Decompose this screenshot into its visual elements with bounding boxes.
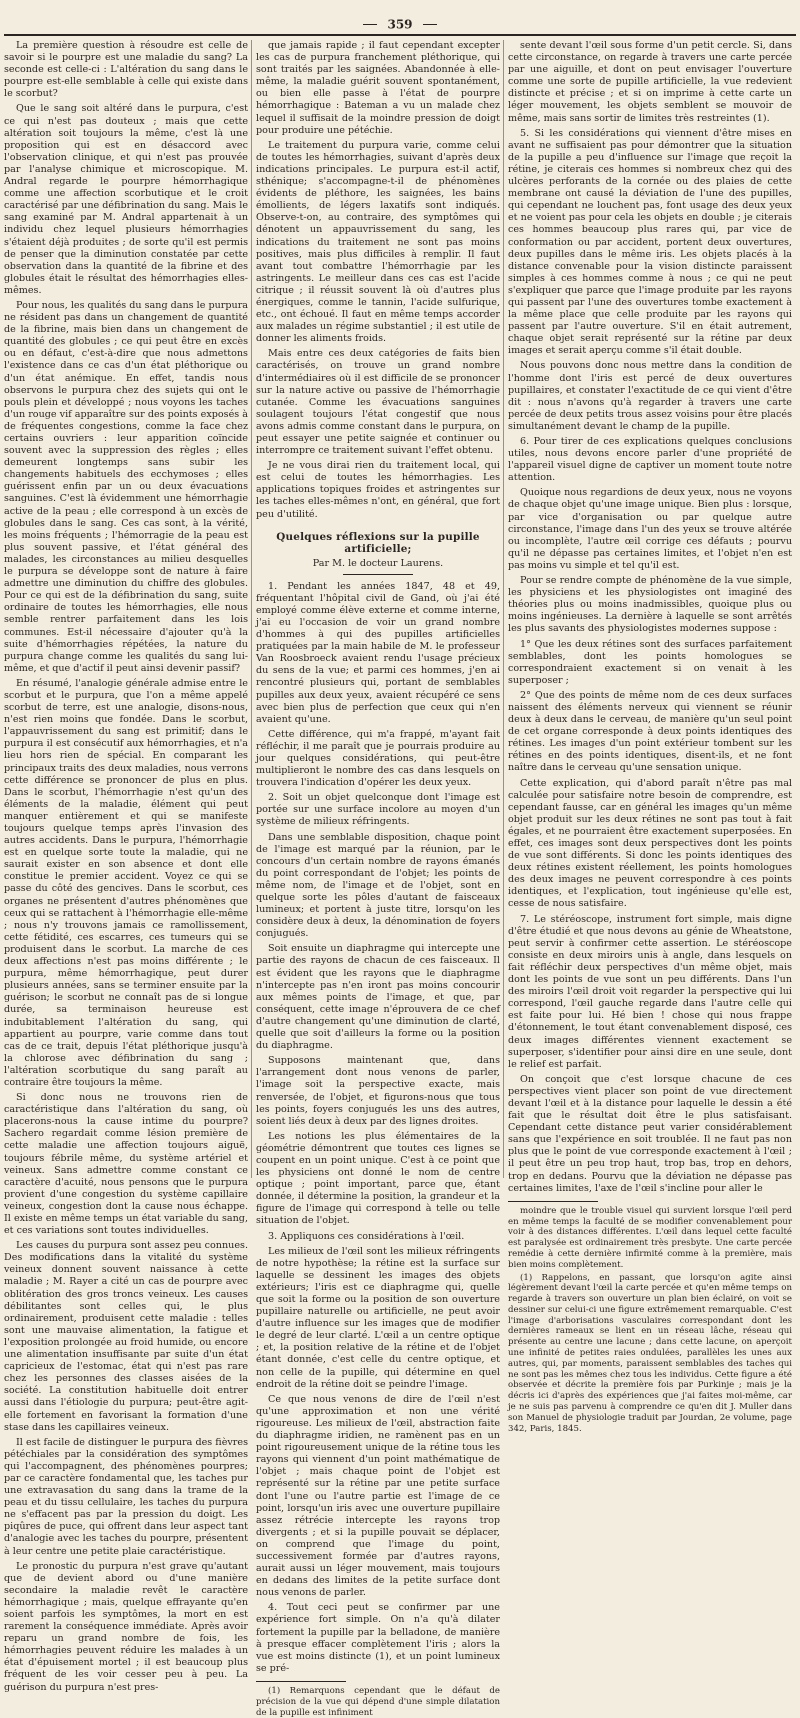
header-dash-left	[363, 24, 377, 25]
article-author: Par M. le docteur Laurens.	[312, 557, 444, 569]
paragraph: Je ne vous dirai rien du traitement local, qui est celui de toutes les hémorrhagies. Les applications topiques froides et astringentes sur les taches elles-mêmes n'ont, en général, que fort peu d'utilité.	[256, 460, 500, 520]
column-1	[4, 40, 248, 1693]
footnote: moindre que le trouble visuel qui survient lorsque l'œil perd en même temps la faculté de se modifier convenablement pour voir à des distances différentes. L'œil dans lequel cette faculté est paralysée est ordinairement très presbyte. Une carte percée remédie à cette dernière infirmité comme à la première, mais bien moins complètement.	[508, 1205, 792, 1270]
paragraph: Les causes du purpura sont assez peu connues. Des modifications dans la vitalité du système veineux donnent souvent naissance à cette maladie ; M. Rayer a cité un cas de pourpre avec oblitération des gros troncs veineux. Les causes débilitantes sont celles qui, le plus ordinairement, produisent cette maladie : telles sont une mauvaise alimentation, la fatigue et l'exposition prolongée au froid humide, ou encore une alimentation insuffisante par suite d'un état capricieux de l'estomac, état qui n'est pas rare chez les personnes des classes aisées de la société. La constitution habituelle doit entrer aussi dans l'étiologie du purpura; peut-être agit-elle fortement en favorisant la formation d'une stase dans les capillaires veineux.	[4, 1240, 248, 1433]
paragraph: Si donc nous ne trouvons rien de caractéristique dans l'altération du sang, où placerons-nous la cause intime du pourpre? Sachero regardait comme lésion première de cette maladie une affection toujours aiguë, toujours fébrile même, du système artériel et veineux. Sans admettre comme constant ce caractère d'acuité, nous pensons que le purpura provient d'une congestion du système capillaire veineux, congestion dont la cause nous échappe. Il existe en même temps un état variable du sang, et ces variations sont toutes individuelles.	[4, 1092, 248, 1237]
paragraph: Cette différence, qui m'a frappé, m'ayant fait réfléchir, il me paraît que je pourrais produire au jour quelques considérations, qui peut-être multiplieront le nombre des cas dans lesquels on trouvera l'indication d'opérer les deux yeux.	[256, 728, 500, 789]
paragraph: 1. Pendant les années 1847, 48 et 49, fréquentant l'hôpital civil de Gand, où j'ai été employé comme élève externe et comme interne, j'ai eu l'occasion de voir un grand nombre d'hommes à qui des pupilles artificielles pratiquées par la main habile de M. le professeur Van Roosbroeck avaient rendu l'usage précieux du sens de la vue; et parmi ces hommes, j'en ai rencontré plusieurs qui, portant de semblables pupilles aux deux yeux, avaient récupéré ce sens avec bien plus de perfection que ceux qui n'en avaient qu'une.	[256, 580, 500, 725]
paragraph: On conçoit que c'est lorsque chacune de ces perspectives vient placer son point de vue directement devant l'œil et à la distance pour laquelle le dessin a été fait que le résultat doit être le plus satisfaisant. Cependant cette distance peut varier considérablement sans que l'expérience en soit troublée. Il ne faut pas non plus que le point de vue corresponde exactement à l'œil ; il peut être un peu trop haut, trop bas, trop en dehors, trop en dedans. Pourvu que la déviation ne dépasse pas certaines limites, l'axe de l'œil s'incline pour aller le	[508, 1073, 792, 1194]
paragraph: Le traitement du purpura varie, comme celui de toutes les hémorrhagies, suivant d'après deux indications principales. Le purpura est-il actif, sthénique; s'accompagne-t-il de phénomènes évidents de pléthore, les saignées, les bains émollients, de légers laxatifs sont indiqués. Observe-t-on, au contraire, des symptômes qui dénotent un appauvrissement du sang, les indications du traitement ne sont pas moins positives, mais plus difficiles à remplir. Il faut avant tout combattre l'hémorrhagie par les astringents. Le meilleur dans ces cas est l'acide citrique ; il réussit souvent là où d'autres plus énergiques, comme le tannin, l'acide sulfurique, etc., ont échoué. Il faut en même temps accorder aux malades un régime substantiel ; il est utile de donner les aliments froids.	[256, 139, 500, 345]
paragraph: sente devant l'œil sous forme d'un petit cercle. Si, dans cette circonstance, on regarde à travers une carte percée par une aiguille, et dont on peut envisager l'ouverture comme une sorte de pupille artificielle, la vue redevient distincte et précise ; et si on imprime à cette carte un léger mouvement, les objets semblent se mouvoir de même, mais sans sortir de limites très restreintes (1).	[508, 40, 792, 124]
footnote: (1) Remarquons cependant que le défaut de précision de la vue qui dépend d'une simple dilatation de la pupille est infiniment	[256, 1685, 500, 1718]
paragraph: Cette explication, qui d'abord paraît n'être pas mal calculée pour satisfaire notre besoin de comprendre, est cependant fausse, car en général les images qu'un même objet produit sur les deux rétines ne sont pas tout à fait égales, et ne pourraient être exactement superposées. En effet, ces images sont deux perspectives dont les points de vue sont différents. Si donc les points identiques des deux rétines existent réellement, les points homologues des deux images ne peuvent correspondre à ces points identiques, et l'explication, tout ingénieuse qu'elle est, cesse de nous satisfaire.	[508, 777, 792, 910]
paragraph: 3. Appliquons ces considérations à l'œil.	[268, 1230, 465, 1242]
paragraph: 2. Soit un objet quelconque dont l'image est portée sur une surface incolore au moyen d'un système de milieux réfringents.	[256, 792, 500, 828]
paragraph: que jamais rapide ; il faut cependant excepter les cas de purpura franchement pléthorique, qui sont traités par les saignées. Abandonnée à elle-même, la maladie guérit souvent spontanément, ou bien elle passe à l'état de pourpre hémorrhagique : Bateman a vu un malade chez lequel il suffisait de la moindre pression de doigt pour produire une pétéchie.	[256, 40, 500, 136]
paragraph: 5. Si les considérations qui viennent d'être mises en avant ne suffisaient pas pour démontrer que la situation de la pupille a peu d'influence sur l'image que reçoit la rétine, je citerais ces hommes si nombreux chez qui des ulcères perforants de la cornée ou des plaies de cette membrane ont causé la déviation de l'une des pupilles, qui cependant ne louchent pas, font usage des deux yeux et ne voient pas pour cela les objets en double ; je citerais ces hommes beaucoup plus rares qui, par vice de conformation ou par accident, portent deux ouvertures, deux pupilles dans le même iris. Les objets placés à la distance convenable pour la vision distincte paraissent simples à ces hommes comme à nous ; ce qui ne peut s'expliquer que parce que l'image produite par les rayons qui passent par l'une des ouvertures tombe exactement à la même place que celle produite par les rayons qui passent par l'autre ouverture. S'il en était autrement, chaque objet serait représenté sur la rétine par deux images et serait aperçu comme s'il était double.	[508, 127, 792, 357]
footnote-rule	[508, 1201, 598, 1202]
title-separator	[343, 574, 413, 575]
article-title: Quelques réflexions sur la pupille artificielle;	[276, 530, 480, 555]
page-header	[0, 14, 800, 30]
paragraph: Pour nous, les qualités du sang dans le purpura ne résident pas dans un changement de quantité de la fibrine, mais bien dans un changement de quantité des globules ; ce qui peut être en excès ou en défaut, c'est-à-dire que nous admettons l'existence dans ce cas d'un état pléthorique ou d'un état anémique. En effet, tandis nous observons le purpura chez des sujets qui ont le pouls plein et développé ; nous voyons les taches d'un rouge vif apparaître sur des points exposés à de fréquentes congestions, comme la face chez certains ouvriers : leur apparition coïncide souvent avec la suppression des règles ; elles demeurent longtemps sans subir les changements habituels des ecchymoses ; elles guérissent enfin par un ou deux évacuations sanguines. C'est là évidemment une hémorrhagie active de la peau ; elle correspond à un excès de globules dans le sang. Ces cas sont, à la vérité, les moins fréquents ; l'hémorragie de la peau est plus souvent passive, et l'état général des malades, les circonstances au milieu desquelles le purpura se développe sont de nature à faire admettre une diminution du chiffre des globules. Pour ce qui est de la défibrination du sang, suite ordinaire de toutes les hémorrhagies, elle nous semble rentrer parfaitement dans les lois communes. Est-il nécessaire d'ajouter qu'à la suite d'hémorrhagies répétées, la nature du purpura change comme les qualités du sang lui-même, et que d'actif il peut ainsi devenir passif?	[4, 299, 248, 674]
header-dash-right	[423, 24, 437, 25]
paragraph: 4. Tout ceci peut se confirmer par une expérience fort simple. On n'a qu'à dilater fortement la pupille par la belladone, de manière à presque effacer complètement l'iris ; alors la vue est moins distincte (1), et un point lumineux se pré-	[256, 1602, 500, 1674]
paragraph: Il est facile de distinguer le purpura des fièvres pétéchiales par la considération des symptômes qui l'accompagnent, des phénomènes pourpres; par ce caractère fondamental que, les taches pur une extravasation du sang dans la trame de la peau et du tissu cellulaire, les taches du purpura ne s'effacent pas par la pression du doigt. Les piqûres de puce, qui offrent dans leur aspect tant d'analogie avec les taches du pourpre, présentent à leur centre une petite plaie caractéristique.	[4, 1436, 248, 1557]
page-number: 359	[387, 17, 413, 32]
paragraph: Pour se rendre compte de phénomène de la vue simple, les physiciens et les physiologistes ont imaginé des théories plus ou moins inadmissibles, quoique plus ou moins ingénieuses. La dernière à laquelle se sont arrêtés les plus savants des physiologistes modernes suppose :	[508, 575, 792, 635]
column-3	[508, 40, 792, 1434]
paragraph: Les notions les plus élémentaires de la géométrie démontrent que toutes ces lignes se coupent en un point unique. C'est à ce point que les physiciens ont donné le nom de centre optique ; point important, parce que, étant donnée, il détermine la position, la grandeur et la figure de l'image qui correspond à telle ou telle situation de l'objet.	[256, 1130, 500, 1227]
column-2	[256, 40, 500, 1718]
paragraph: Le pronostic du purpura n'est grave qu'autant que de devient abord ou d'une manière secondaire la maladie revêt le caractère hémorrhagique ; mais, quelque effrayante qu'en soient parfois les symptômes, la mort en est rarement la conséquence immédiate. Après avoir reparu un grand nombre de fois, les hémorrhagies peuvent réduire les malades à un état d'épuisement mortel ; il est beaucoup plus fréquent de les voir cesser peu à peu. La guérison du purpura n'est pres-	[4, 1560, 248, 1693]
paragraph: En résumé, l'analogie générale admise entre le scorbut et le purpura, que l'on a même appelé scorbut de terre, est une analogie, disons-nous, n'est rien moins que fondée. Dans le scorbut, l'appauvrissement du sang est primitif; dans le purpura il est consécutif aux hémorrhagies, et n'a lieu hors rien de spécial. En comparant les principaux traits des deux maladies, nous verrons cette différence se prononcer de plus en plus. Dans le scorbut, l'hémorrhagie n'est qu'un des éléments de la maladie, élément qui peut manquer entièrement et qui se manifeste toujours quelque temps après l'invasion des autres accidents. Dans le purpura, l'hémorrhagie est en quelque sorte toute la maladie, qui ne saurait exister en son absence et dont elle constitue le premier accident. Voyez ce qui se passe du côté des gencives. Dans le scorbut, ces organes ne présentent d'autres phénomènes que ceux qui se rattachent à l'hémorrhagie elle-même ; nous n'y trouvons jamais ce ramollissement, cette fétidité, ces escarres, ces tumeurs qui se produisent dans le scorbut. La marche de ces deux affections n'est pas moins différente ; le purpura, même hémorrhagique, peut durer plusieurs années, sans se terminer ensuite par la guérison; le scorbut ne connaît pas de si longue durée, sa terminaison heureuse est indubitablement l'altération du sang, qui appartient au pourpre, varie comme dans tout cas de ce trait, depuis l'état pléthorique jusqu'à la chlorose avec défibrination du sang ; l'altération scorbutique du sang paraît au contraire être toujours la même.	[4, 677, 248, 1088]
paragraph: 6. Pour tirer de ces explications quelques conclusions utiles, nous devons encore parler d'une propriété de l'appareil visuel digne de captiver un moment toute notre attention.	[508, 436, 792, 484]
paragraph: 1° Que les deux rétines sont des surfaces parfaitement semblables, dont les points homologues se correspondraient exactement si on venait à les superposer ;	[508, 638, 792, 686]
footnote: (1) Rappelons, en passant, que lorsqu'on agite ainsi légèrement devant l'œil la carte percée et qu'en même temps on regarde à travers son ouverture un plan bien éclairé, on voit se dessiner sur celui-ci une figure extrêmement remarquable. C'est l'image d'arborisations vasculaires correspondant dont les dernières rameaux se lient en un réseau lâche, réseau qui présente au centre une lacune ; dans cette lacune, on aperçoit une infinité de petites raies ondulées, parallèles les unes aux autres, qui, par moments, paraissent semblables des taches qui ne sont pas les mêmes chez tous les individus. Cette figure a été observée et décrite la première fois par Purkinje ; mais je la décris ici d'après des expériences que j'ai faites moi-même, car je ne suis pas parvenu à comprendre ce qu'en dit J. Muller dans son Manuel de physiologie traduit par Jourdan, 2e volume, page 342, Paris, 1845.	[508, 1272, 792, 1434]
paragraph: 7. Le stéréoscope, instrument fort simple, mais digne d'être étudié et que nous devons au génie de Wheatstone, peut servir à confirmer cette assertion. Le stéréoscope consiste en deux miroirs unis à angle, dans lesquels on fait réfléchir deux perspectives d'un même objet, mais dont les points de vue sont un peu différents. Dans l'un des miroirs l'œil droit voit regarder la perspective qui lui correspond, l'œil gauche regarde dans l'autre celle qui est faite pour lui. Hé bien ! chose qui nous frappe d'étonnement, le tout étant convenablement disposé, ces deux images différentes viennent exactement se superposer, s'identifier pour ainsi dire en une seule, dont le relief est parfait.	[508, 913, 792, 1070]
paragraph: Nous pouvons donc nous mettre dans la condition de l'homme dont l'iris est percé de deux ouvertures pupillaires, et constater l'exactitude de ce qui vient d'être dit : nous n'avons qu'à regarder à travers une carte percée de deux petits trous assez voisins pour être placés simultanément devant le champ de la pupille.	[508, 360, 792, 432]
paragraph: Que le sang soit altéré dans le purpura, c'est ce qui n'est pas douteux ; mais que cette altération soit toujours la même, c'est là une proposition qui est en désaccord avec l'observation clinique, et qui n'est pas prouvée par l'analyse chimique et microscopique. M. Andral regarde le pourpre hémorrhagique comme une affection scorbutique et le croit caractérisé par une défibrination du sang. Mais le sang examiné par M. Andral appartenait à un individu chez lequel plusieurs hémorrhagies s'étaient déjà produites ; de sorte qu'il est permis de penser que la diminution constatée par cette observation dans la quantité de la fibrine et des globules était le résultat des hémorrhagies elles-mêmes.	[4, 103, 248, 296]
paragraph: Quoique nous regardions de deux yeux, nous ne voyons de chaque objet qu'une image unique. Bien plus : lorsque, par vice d'organisation ou par quelque autre circonstance, l'image dans l'un des yeux se trouve altérée ou incomplète, l'autre œil corrige ces défauts ; pourvu qu'il ne dépasse pas certaines limites, et l'objet n'en est pas moins vu simple et tel qu'il est.	[508, 487, 792, 571]
footnote-rule	[256, 1681, 346, 1682]
header-rule	[4, 34, 796, 36]
paragraph: La première question à résoudre est celle de savoir si le pourpre est une maladie du sang? La seconde est celle-ci : L'altération du sang dans le pourpre est-elle semblable à celle qui existe dans le scorbut?	[4, 40, 248, 100]
paragraph: 2° Que des points de même nom de ces deux surfaces naissent des éléments nerveux qui viennent se réunir deux à deux dans le cerveau, de manière qu'un seul point de cet organe corresponde à deux points identiques des rétines. Les images d'un point extérieur tombent sur les rétines en des points identiques, disent-ils, et ne font naître dans le cerveau qu'une sensation unique.	[508, 689, 792, 774]
paragraph: Dans une semblable disposition, chaque point de l'image est marqué par la réunion, par le concours d'un certain nombre de rayons émanés du point correspondant de l'objet; les points de même nom, de l'image et de l'objet, sont en quelque sorte les pôles d'autant de faisceaux lumineux; et portent à juste titre, lorsqu'on les considère deux à deux, la dénomination de foyers conjugués.	[256, 831, 500, 940]
paragraph: Ce que nous venons de dire de l'œil n'est qu'une approximation et non une vérité rigoureuse. Les milieux de l'œil, abstraction faite du diaphragme iridien, ne ramènent pas en un point rigoureusement unique de la rétine tous les rayons qui viennent d'un point mathématique de l'objet ; mais chaque point de l'objet est représenté sur la rétine par une petite surface dont l'une ou l'autre partie est l'image de ce point, lorsqu'un iris avec une ouverture pupillaire assez rétrécie intercepte les rayons trop divergents ; et si la pupille pouvait se déplacer, on comprend que l'image du point, successivement formée par d'autres rayons, aurait aussi un léger mouvement, mais toujours en dedans des limites de la petite surface dont nous venons de parler.	[256, 1393, 500, 1599]
paragraph: Les milieux de l'œil sont les milieux réfringents de notre hypothèse; la rétine est la surface sur laquelle se dessinent les images des objets extérieurs; l'iris est ce diaphragme qui, quelle que soit la forme ou la position de son ouverture pupillaire naturelle ou artificielle, ne peut avoir d'autre influence sur les images que de modifier le degré de leur clarté. L'œil a un centre optique ; et, la position relative de la rétine et de l'objet étant donnée, c'est celle du centre optique, et non celle de la pupille, qui détermine en quel endroit de la rétine doit se peindre l'image.	[256, 1245, 500, 1390]
column-divider	[503, 40, 504, 1178]
paragraph: Mais entre ces deux catégories de faits bien caractérisés, on trouve un grand nombre d'intermédiaires où il est difficile de se prononcer sur la nature active ou passive de l'hémorrhagie cutanée. Comme les évacuations sanguines soulagent toujours l'état congestif que nous avons admis comme constant dans le purpura, on peut essayer une petite saignée et continuer ou interrompre ce traitement suivant l'effet obtenu.	[256, 348, 500, 457]
column-divider	[251, 40, 252, 1178]
paragraph: Supposons maintenant que, dans l'arrangement dont nous venons de parler, l'image soit la perspective exacte, mais renversée, de l'objet, et figurons-nous que tous les points, foyers conjugués les uns des autres, soient liés deux à deux par des lignes droites.	[256, 1055, 500, 1127]
paragraph: Soit ensuite un diaphragme qui intercepte une partie des rayons de chacun de ces faisceaux. Il est évident que les rayons que le diaphragme n'intercepte pas n'en iront pas moins concourir aux mêmes points de l'image, et que, par conséquent, cette image n'éprouvera de ce chef d'autre changement qu'une diminution de clarté, quelle que soit d'ailleurs la forme ou la position du diaphragme.	[256, 943, 500, 1052]
